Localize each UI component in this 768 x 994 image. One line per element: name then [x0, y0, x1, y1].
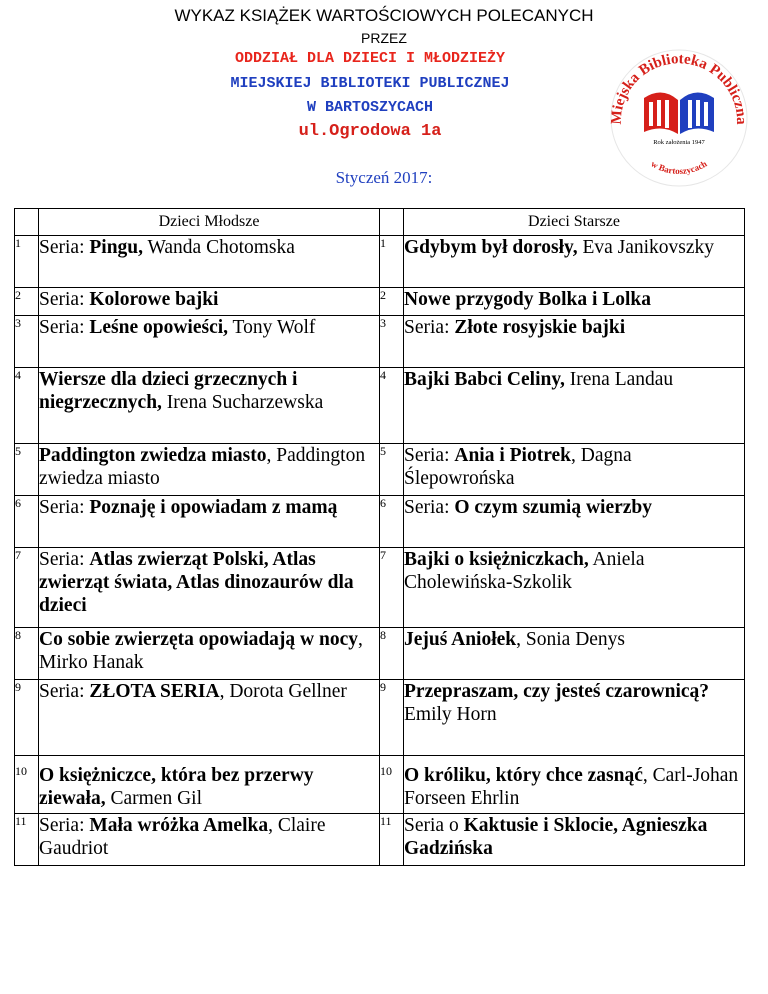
row-number: 8	[15, 628, 21, 642]
table-row	[15, 814, 745, 866]
entry-author: Irena Landau	[564, 369, 674, 390]
entry-author: , Dagna Ślepowrońska	[404, 445, 632, 489]
document-title: WYKAZ KSIĄŻEK WARTOŚCIOWYCH POLECANYCH	[174, 6, 594, 25]
entry-prefix: Seria:	[404, 317, 455, 338]
row-number-older	[380, 444, 404, 496]
row-number-younger	[15, 496, 39, 548]
entry-author: Carmen Gil	[105, 788, 203, 809]
entry-author: Emily Horn	[404, 704, 497, 725]
row-number-older	[380, 548, 404, 628]
row-number-older	[380, 368, 404, 444]
column-header-older: Dzieci Starsze	[404, 209, 745, 236]
entry-title: Gdybym był dorosły,	[404, 237, 578, 258]
entry-prefix: Seria:	[404, 497, 455, 518]
book-entry-older	[404, 548, 745, 628]
book-entry-older	[404, 756, 745, 814]
row-number-younger	[15, 288, 39, 316]
entry-title: O króliku, który chce zasnąć	[404, 765, 643, 786]
entry-author: Irena Sucharzewska	[161, 392, 324, 413]
entry-author: , Claire Gaudriot	[39, 815, 326, 859]
org-department: ODDZIAŁ DLA DZIECI I MŁODZIEŻY	[234, 50, 506, 67]
book-entry-younger	[39, 548, 380, 628]
header-num-cell	[15, 209, 39, 236]
entry-prefix: Seria:	[39, 289, 90, 310]
row-number: 7	[15, 548, 21, 562]
entry-title: Leśne opowieści,	[89, 317, 229, 338]
entry-author: , Paddington zwiedza miasto	[39, 445, 366, 489]
row-number-younger	[15, 548, 39, 628]
row-number-older	[380, 814, 404, 866]
entry-title: Nowe przygody Bolka i Lolka	[404, 289, 652, 310]
entry-author: Tony Wolf	[228, 317, 316, 338]
table-header-row	[15, 209, 745, 236]
row-number: 11	[380, 814, 392, 828]
book-entry-older	[404, 680, 745, 756]
book-entry-older	[404, 236, 745, 288]
entry-title: Pingu,	[89, 237, 144, 258]
entry-title: Co sobie zwierzęta opowiadają w nocy	[39, 629, 358, 650]
logo-arc-text: Miejska Biblioteka Publiczna	[608, 51, 750, 125]
row-number: 4	[380, 368, 386, 382]
entry-author: , Mirko Hanak	[39, 629, 363, 673]
row-number-older	[380, 236, 404, 288]
book-entry-younger	[39, 288, 380, 316]
row-number: 1	[15, 236, 21, 250]
row-number: 10	[380, 764, 392, 778]
row-number: 3	[15, 316, 21, 330]
book-entry-older	[404, 814, 745, 866]
book-entry-older	[404, 444, 745, 496]
book-entry-younger	[39, 236, 380, 288]
entry-author: , Dorota Gellner	[219, 681, 347, 702]
entry-prefix: Seria:	[39, 681, 90, 702]
book-list-table	[14, 208, 745, 866]
org-library: MIEJSKIEJ BIBLIOTEKI PUBLICZNEJ	[230, 75, 510, 92]
entry-author: Wanda Chotomska	[143, 237, 295, 258]
entry-prefix: Seria:	[39, 497, 90, 518]
entry-title: Poznaję i opowiadam z mamą	[89, 497, 338, 518]
document-subtitle: PRZEZ	[361, 30, 407, 46]
row-number: 2	[380, 288, 386, 302]
table-row	[15, 548, 745, 628]
entry-title: Złote rosyjskie bajki	[454, 317, 626, 338]
org-address: ul.Ogrodowa 1a	[298, 122, 442, 141]
row-number-younger	[15, 316, 39, 368]
entry-author: Eva Janikovszky	[577, 237, 715, 258]
entry-prefix: Seria:	[404, 445, 455, 466]
table-row	[15, 368, 745, 444]
table-row	[15, 236, 745, 288]
row-number: 9	[380, 680, 386, 694]
row-number-younger	[15, 368, 39, 444]
logo-city-text: w Bartoszycach	[649, 158, 709, 176]
entry-title: Kolorowe bajki	[89, 289, 219, 310]
entry-title: Kaktusie i Sklocie, Agnieszka Gadzińska	[404, 815, 708, 859]
book-entry-older	[404, 628, 745, 680]
header-num-cell	[380, 209, 404, 236]
entry-prefix: Seria:	[39, 237, 90, 258]
book-entry-younger	[39, 368, 380, 444]
book-entry-younger	[39, 680, 380, 756]
table-row	[15, 288, 745, 316]
entry-prefix: Seria:	[39, 815, 90, 836]
table-row	[15, 628, 745, 680]
row-number: 7	[380, 548, 386, 562]
book-entry-younger	[39, 316, 380, 368]
row-number: 5	[380, 444, 386, 458]
row-number: 9	[15, 680, 21, 694]
row-number-younger	[15, 756, 39, 814]
row-number-older	[380, 628, 404, 680]
book-entry-older	[404, 496, 745, 548]
book-entry-younger	[39, 444, 380, 496]
table-row	[15, 756, 745, 814]
row-number-older	[380, 316, 404, 368]
row-number-younger	[15, 628, 39, 680]
book-entry-younger	[39, 756, 380, 814]
entry-title: O czym szumią wierzby	[454, 497, 653, 518]
entry-author: , Sonia Denys	[516, 629, 626, 650]
entry-title: Paddington zwiedza miasto	[39, 445, 267, 466]
row-number-older	[380, 680, 404, 756]
row-number: 1	[380, 236, 386, 250]
row-number-older	[380, 496, 404, 548]
entry-author: Aniela Cholewińska-Szkolik	[404, 549, 645, 593]
book-entry-older	[404, 368, 745, 444]
book-entry-older	[404, 288, 745, 316]
row-number: 5	[15, 444, 21, 458]
row-number: 4	[15, 368, 21, 382]
entry-title: O księżniczce, która bez przerwy ziewała,	[39, 765, 314, 809]
column-header-younger: Dzieci Młodsze	[39, 209, 380, 236]
book-entry-younger	[39, 496, 380, 548]
row-number: 11	[15, 814, 27, 828]
row-number-younger	[15, 236, 39, 288]
row-number-older	[380, 756, 404, 814]
entry-title: Przepraszam, czy jesteś czarownicą?	[404, 681, 710, 702]
row-number: 3	[380, 316, 386, 330]
entry-prefix: Seria:	[39, 549, 90, 570]
table-row	[15, 316, 745, 368]
book-entry-younger	[39, 814, 380, 866]
logo-founded: Rok założenia 1947	[653, 139, 705, 146]
row-number-younger	[15, 680, 39, 756]
row-number: 6	[15, 496, 21, 510]
entry-title: Bajki o księżniczkach,	[404, 549, 589, 570]
entry-title: ZŁOTA SERIA	[89, 681, 220, 702]
entry-title: Mała wróżka Amelka	[89, 815, 269, 836]
entry-title: Wiersze dla dzieci grzecznych i niegrzecznych,	[39, 369, 298, 413]
list-date: Styczeń 2017:	[335, 168, 433, 187]
entry-prefix: Seria:	[39, 317, 90, 338]
row-number: 8	[380, 628, 386, 642]
row-number: 10	[15, 764, 27, 778]
table-row	[15, 444, 745, 496]
table-row	[15, 496, 745, 548]
row-number-younger	[15, 444, 39, 496]
book-entry-younger	[39, 628, 380, 680]
row-number: 6	[380, 496, 386, 510]
book-entry-older	[404, 316, 745, 368]
entry-title: Bajki Babci Celiny,	[404, 369, 565, 390]
row-number-younger	[15, 814, 39, 866]
row-number: 2	[15, 288, 21, 302]
entry-author: , Carl-Johan Forseen Ehrlin	[404, 765, 739, 809]
table-row	[15, 680, 745, 756]
entry-title: Ania i Piotrek	[454, 445, 571, 466]
entry-title: Atlas zwierząt Polski, Atlas zwierząt świata, Atlas dinozaurów dla dzieci	[39, 549, 354, 616]
row-number-older	[380, 288, 404, 316]
org-city: W BARTOSZYCACH	[306, 99, 434, 116]
entry-prefix: Seria o	[404, 815, 464, 836]
entry-title: Jejuś Aniołek	[404, 629, 517, 650]
